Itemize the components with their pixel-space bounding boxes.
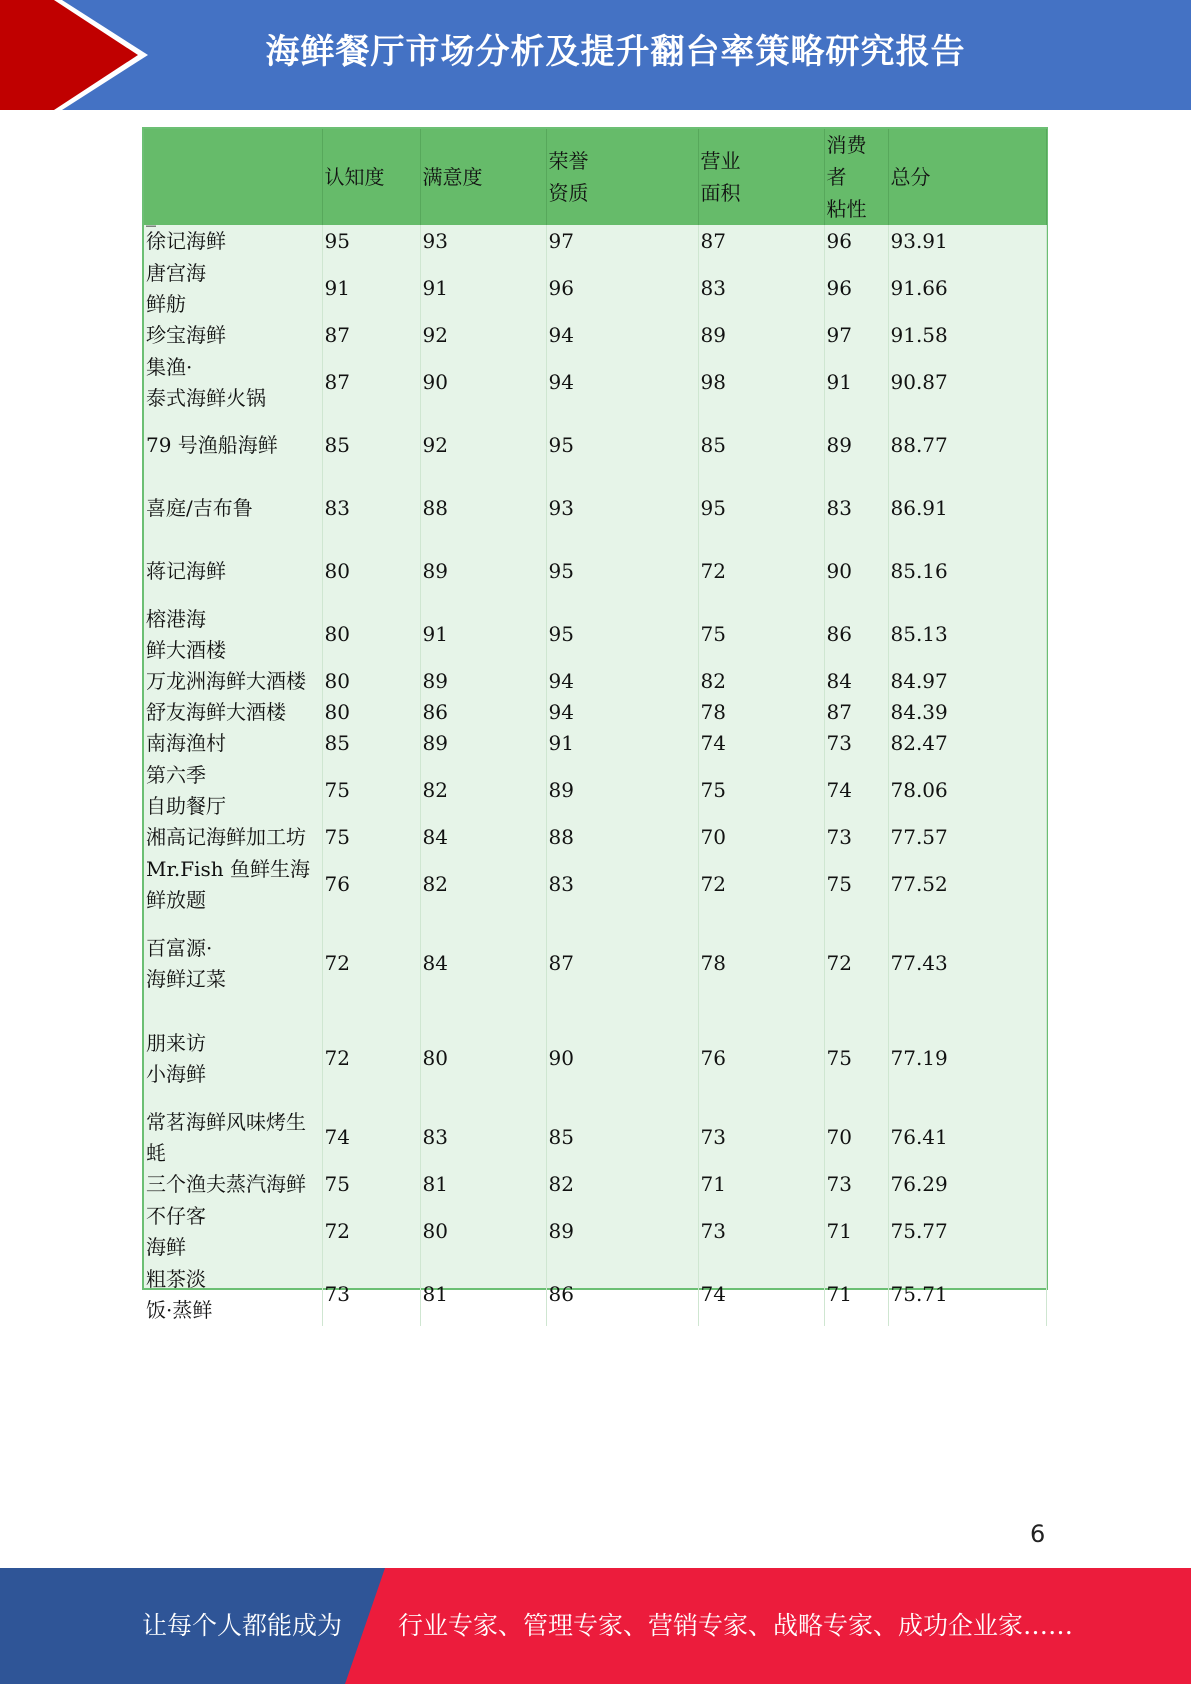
restaurant-name-cell: 南海渔村 [144, 728, 322, 759]
area-cell: 82 [698, 666, 824, 697]
honors-cell: 90 [546, 1011, 698, 1106]
restaurant-name-cell: 集渔· 泰式海鲜火锅 [144, 351, 322, 414]
area-cell: 95 [698, 477, 824, 540]
area-cell: 75 [698, 603, 824, 666]
total-cell: 84.97 [888, 666, 1046, 697]
satisfaction-cell: 81 [420, 1263, 546, 1326]
awareness-cell: 74 [322, 1106, 420, 1169]
footer-banner [0, 1568, 1191, 1684]
total-cell: 84.39 [888, 697, 1046, 728]
table-row [144, 697, 1046, 728]
area-cell: 89 [698, 320, 824, 351]
satisfaction-cell: 82 [420, 759, 546, 822]
restaurant-name-cell: 蒋记海鲜 [144, 540, 322, 603]
table-row [144, 320, 1046, 351]
table-row [144, 225, 1046, 257]
stickiness-cell: 87 [824, 697, 888, 728]
awareness-cell: 72 [322, 1011, 420, 1106]
table-row [144, 603, 1046, 666]
satisfaction-cell: 84 [420, 916, 546, 1011]
restaurant-name-cell: 百富源· 海鲜辽菜 [144, 916, 322, 1011]
awareness-cell: 73 [322, 1263, 420, 1326]
satisfaction-cell: 92 [420, 320, 546, 351]
satisfaction-cell: 81 [420, 1169, 546, 1200]
area-cell: 70 [698, 822, 824, 853]
awareness-cell: 85 [322, 728, 420, 759]
honors-cell: 94 [546, 351, 698, 414]
honors-cell: 87 [546, 916, 698, 1011]
stickiness-cell: 83 [824, 477, 888, 540]
restaurant-name-cell: 不仔客 海鲜 [144, 1200, 322, 1263]
report-header [0, 0, 1191, 110]
table-row [144, 728, 1046, 759]
table-row [144, 1011, 1046, 1106]
awareness-cell: 80 [322, 697, 420, 728]
honors-cell: 89 [546, 1200, 698, 1263]
total-cell: 76.41 [888, 1106, 1046, 1169]
column-header-total: 总分 [888, 129, 1046, 225]
stickiness-cell: 96 [824, 257, 888, 320]
satisfaction-cell: 80 [420, 1011, 546, 1106]
table-row [144, 1169, 1046, 1200]
area-cell: 87 [698, 225, 824, 257]
honors-cell: 96 [546, 257, 698, 320]
stickiness-cell: 96 [824, 225, 888, 257]
table-row [144, 477, 1046, 540]
awareness-cell: 80 [322, 603, 420, 666]
stickiness-cell: 71 [824, 1200, 888, 1263]
total-cell: 91.58 [888, 320, 1046, 351]
stickiness-cell: 73 [824, 728, 888, 759]
column-header-honors: 荣誉 资质 [546, 129, 698, 225]
restaurant-name-cell: 唐宫海 鲜舫 [144, 257, 322, 320]
awareness-cell: 85 [322, 414, 420, 477]
awareness-cell: 75 [322, 822, 420, 853]
satisfaction-cell: 89 [420, 666, 546, 697]
page-number: 6 [1030, 1520, 1046, 1548]
table-row [144, 540, 1046, 603]
honors-cell: 95 [546, 603, 698, 666]
area-cell: 78 [698, 697, 824, 728]
area-cell: 78 [698, 916, 824, 1011]
satisfaction-cell: 91 [420, 257, 546, 320]
area-cell: 73 [698, 1200, 824, 1263]
stickiness-cell: 73 [824, 822, 888, 853]
honors-cell: 94 [546, 697, 698, 728]
total-cell: 85.13 [888, 603, 1046, 666]
total-cell: 82.47 [888, 728, 1046, 759]
restaurant-name-cell: 粗茶淡 饭·蒸鲜 [144, 1263, 322, 1326]
column-header-name: _ [144, 129, 322, 225]
total-cell: 77.57 [888, 822, 1046, 853]
awareness-cell: 91 [322, 257, 420, 320]
awareness-cell: 75 [322, 759, 420, 822]
table-row [144, 666, 1046, 697]
stickiness-cell: 73 [824, 1169, 888, 1200]
honors-cell: 88 [546, 822, 698, 853]
total-cell: 78.06 [888, 759, 1046, 822]
stickiness-cell: 90 [824, 540, 888, 603]
table-row [144, 351, 1046, 414]
awareness-cell: 76 [322, 853, 420, 916]
awareness-cell: 72 [322, 916, 420, 1011]
table-row [144, 822, 1046, 853]
stickiness-cell: 72 [824, 916, 888, 1011]
footer-slogan: 让每个人都能成为 [142, 1611, 343, 1640]
awareness-cell: 72 [322, 1200, 420, 1263]
awareness-cell: 80 [322, 540, 420, 603]
total-cell: 77.43 [888, 916, 1046, 1011]
satisfaction-cell: 82 [420, 853, 546, 916]
satisfaction-cell: 84 [420, 822, 546, 853]
restaurant-name-cell: 常茗海鲜风味烤生 蚝 [144, 1106, 322, 1169]
total-cell: 76.29 [888, 1169, 1046, 1200]
honors-cell: 91 [546, 728, 698, 759]
total-cell: 88.77 [888, 414, 1046, 477]
table-row [144, 414, 1046, 477]
awareness-cell: 95 [322, 225, 420, 257]
ranking-table-container [142, 127, 1048, 1322]
table-header-row [144, 129, 1046, 225]
column-header-satisfaction: 满意度 [420, 129, 546, 225]
table-row [144, 1106, 1046, 1169]
honors-cell: 89 [546, 759, 698, 822]
area-cell: 74 [698, 728, 824, 759]
area-cell: 85 [698, 414, 824, 477]
report-title: 海鲜餐厅市场分析及提升翻台率策略研究报告 [265, 32, 966, 72]
stickiness-cell: 97 [824, 320, 888, 351]
table-row [144, 1263, 1046, 1326]
satisfaction-cell: 80 [420, 1200, 546, 1263]
stickiness-cell: 91 [824, 351, 888, 414]
stickiness-cell: 84 [824, 666, 888, 697]
honors-cell: 83 [546, 853, 698, 916]
awareness-cell: 87 [322, 320, 420, 351]
awareness-cell: 75 [322, 1169, 420, 1200]
satisfaction-cell: 92 [420, 414, 546, 477]
column-header-stickiness: 消费者 粘性 [824, 129, 888, 225]
restaurant-name-cell: Mr.Fish 鱼鲜生海 鲜放题 [144, 853, 322, 916]
stickiness-cell: 74 [824, 759, 888, 822]
restaurant-name-cell: 徐记海鲜 [144, 225, 322, 257]
column-header-awareness: 认知度 [322, 129, 420, 225]
satisfaction-cell: 90 [420, 351, 546, 414]
table-row [144, 1200, 1046, 1263]
satisfaction-cell: 91 [420, 603, 546, 666]
total-cell: 91.66 [888, 257, 1046, 320]
restaurant-name-cell: 三个渔夫蒸汽海鲜 [144, 1169, 322, 1200]
area-cell: 72 [698, 540, 824, 603]
area-cell: 75 [698, 759, 824, 822]
satisfaction-cell: 93 [420, 225, 546, 257]
area-cell: 72 [698, 853, 824, 916]
satisfaction-cell: 89 [420, 540, 546, 603]
restaurant-name-cell: 朋来访 小海鲜 [144, 1011, 322, 1106]
table-row [144, 759, 1046, 822]
honors-cell: 82 [546, 1169, 698, 1200]
total-cell: 75.77 [888, 1200, 1046, 1263]
honors-cell: 93 [546, 477, 698, 540]
satisfaction-cell: 86 [420, 697, 546, 728]
stickiness-cell: 89 [824, 414, 888, 477]
total-cell: 86.91 [888, 477, 1046, 540]
restaurant-name-cell: 喜庭/吉布鲁 [144, 477, 322, 540]
total-cell: 93.91 [888, 225, 1046, 257]
table-row [144, 916, 1046, 1011]
restaurant-name-cell: 万龙洲海鲜大酒楼 [144, 666, 322, 697]
stickiness-cell: 70 [824, 1106, 888, 1169]
awareness-cell: 87 [322, 351, 420, 414]
restaurant-name-cell: 榕港海 鲜大酒楼 [144, 603, 322, 666]
area-cell: 83 [698, 257, 824, 320]
honors-cell: 94 [546, 320, 698, 351]
satisfaction-cell: 83 [420, 1106, 546, 1169]
honors-cell: 85 [546, 1106, 698, 1169]
honors-cell: 95 [546, 414, 698, 477]
footer-roles: 行业专家、管理专家、营销专家、战略专家、成功企业家…… [398, 1611, 1074, 1640]
honors-cell: 95 [546, 540, 698, 603]
restaurant-name-cell: 79 号渔船海鲜 [144, 414, 322, 477]
total-cell: 75.71 [888, 1263, 1046, 1326]
area-cell: 71 [698, 1169, 824, 1200]
honors-cell: 97 [546, 225, 698, 257]
restaurant-name-cell: 第六季 自助餐厅 [144, 759, 322, 822]
honors-cell: 94 [546, 666, 698, 697]
restaurant-name-cell: 舒友海鲜大酒楼 [144, 697, 322, 728]
honors-cell: 86 [546, 1263, 698, 1326]
awareness-cell: 80 [322, 666, 420, 697]
ranking-table [144, 129, 1047, 1326]
stickiness-cell: 71 [824, 1263, 888, 1326]
area-cell: 98 [698, 351, 824, 414]
total-cell: 77.19 [888, 1011, 1046, 1106]
stickiness-cell: 75 [824, 853, 888, 916]
column-header-area: 营业 面积 [698, 129, 824, 225]
table-row [144, 257, 1046, 320]
satisfaction-cell: 88 [420, 477, 546, 540]
restaurant-name-cell: 湘高记海鲜加工坊 [144, 822, 322, 853]
awareness-cell: 83 [322, 477, 420, 540]
stickiness-cell: 75 [824, 1011, 888, 1106]
total-cell: 77.52 [888, 853, 1046, 916]
area-cell: 74 [698, 1263, 824, 1326]
stickiness-cell: 86 [824, 603, 888, 666]
total-cell: 85.16 [888, 540, 1046, 603]
satisfaction-cell: 89 [420, 728, 546, 759]
area-cell: 76 [698, 1011, 824, 1106]
total-cell: 90.87 [888, 351, 1046, 414]
restaurant-name-cell: 珍宝海鲜 [144, 320, 322, 351]
table-row [144, 853, 1046, 916]
area-cell: 73 [698, 1106, 824, 1169]
